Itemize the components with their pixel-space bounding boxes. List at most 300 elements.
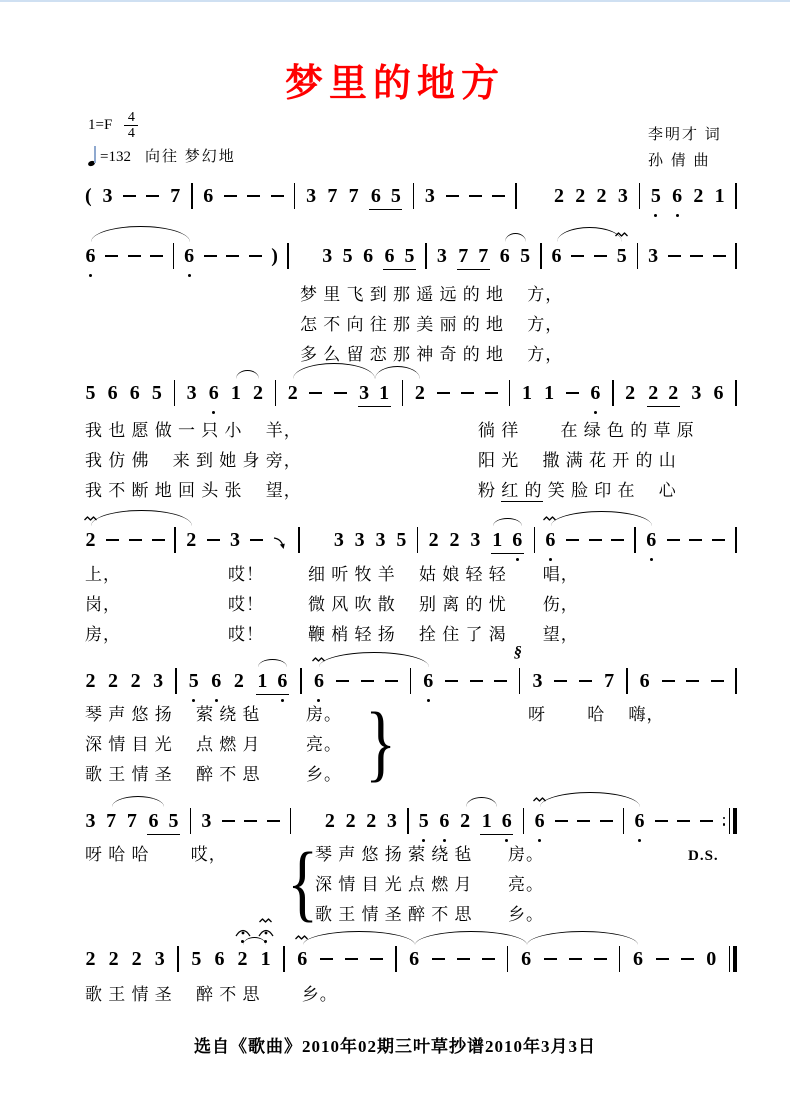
duration-dash <box>656 958 669 960</box>
beamed-note-group <box>256 668 289 695</box>
lyric-text: 呀 哈 哈 哎， <box>85 845 227 864</box>
duration-dash <box>320 958 333 960</box>
duration-dash <box>711 680 724 682</box>
note-number: 2 <box>596 185 607 207</box>
lyric-line <box>228 560 264 590</box>
duration-dash <box>700 820 713 822</box>
note-number: 2 <box>366 810 377 832</box>
note-number: 7 <box>604 670 615 692</box>
lyrics-column <box>688 840 719 871</box>
barline <box>283 946 285 972</box>
notation-line <box>0 782 790 842</box>
beamed-note-group <box>480 808 513 835</box>
note-number: 1 <box>379 381 390 404</box>
note-number: 6 <box>409 948 420 970</box>
note-number: 3 <box>230 529 241 551</box>
duration-dash <box>482 958 495 960</box>
lyric-text: 细 听 牧 羊 姑 娘 轻 轻 唱， <box>308 565 579 584</box>
note-number: 1 <box>492 528 503 551</box>
barline <box>413 183 415 209</box>
duration-dash <box>677 820 690 822</box>
duration-dash <box>690 255 703 257</box>
barline <box>402 380 404 406</box>
scan-edge-line <box>0 0 790 2</box>
notation-line <box>0 501 790 561</box>
lyric-text: 深 情 目 光 点 燃 月 <box>85 735 261 754</box>
note-number: 3 <box>359 381 370 404</box>
note-number: 6 <box>384 244 395 267</box>
note-number: 6 <box>208 380 219 406</box>
lyric-text: 深 情 目 光 点 燃 月 <box>315 875 473 894</box>
duration-dash <box>222 820 235 822</box>
note-number: 6 <box>313 668 324 694</box>
barline <box>407 808 409 834</box>
notation-token-row <box>85 808 737 834</box>
lyrics-column <box>306 700 342 790</box>
duration-dash <box>361 680 374 682</box>
note-number: 5 <box>191 948 202 970</box>
lyric-text: 呀 哈 嗨， <box>528 705 665 724</box>
brace: } <box>365 694 397 790</box>
note-number: 6 <box>646 527 657 553</box>
lyrics-column <box>508 840 544 930</box>
note-number: 3 <box>85 810 96 832</box>
duration-dash <box>105 255 118 257</box>
note-number: 6 <box>107 382 118 404</box>
expression-marking: 向往 梦幻地 <box>144 149 236 165</box>
lyric-text: 我 也 愿 做 一 只 小 羊， <box>85 421 302 440</box>
note-number: 3 <box>354 529 365 551</box>
barline <box>190 808 192 834</box>
barline <box>300 668 302 694</box>
lyrics-column <box>478 416 695 506</box>
final-barline <box>729 946 737 972</box>
note-number: 3 <box>186 382 197 404</box>
lyric-text: 歌 王 情 圣 醉 不 思 <box>315 905 473 924</box>
lyric-line <box>478 446 695 476</box>
note-number: 3 <box>333 529 344 551</box>
low-octave-dot <box>281 699 284 702</box>
lyric-text: 琴 声 悠 扬 萦 绕 毡 <box>315 845 473 864</box>
note-number: 6 <box>85 243 96 269</box>
note-number: 6 <box>512 527 523 553</box>
duration-dash <box>681 958 694 960</box>
lyric-line <box>85 700 261 730</box>
duration-dash <box>271 195 284 197</box>
barline <box>174 380 176 406</box>
barline <box>290 808 292 834</box>
duration-dash <box>571 255 584 257</box>
duration-dash <box>204 255 217 257</box>
barline <box>509 380 511 406</box>
notation-token-row <box>85 183 737 209</box>
note-number: 1 <box>260 946 271 972</box>
duration-dash <box>667 539 680 541</box>
time-signature <box>124 111 138 140</box>
note-number: 2 <box>428 529 439 551</box>
barline <box>410 668 412 694</box>
barline <box>294 183 296 209</box>
note-number: 7 <box>327 185 338 207</box>
lyric-text: 房， <box>85 625 121 644</box>
brace: { <box>287 834 319 930</box>
barline <box>287 243 289 269</box>
note-number: 2 <box>287 382 298 404</box>
lyric-line <box>85 980 338 1010</box>
slur-tie-arc <box>91 510 192 526</box>
lyrics-column <box>85 700 261 790</box>
fermata-icon <box>235 927 251 937</box>
note-number: 2 <box>324 810 335 832</box>
duration-dash <box>207 539 220 541</box>
barline <box>173 243 175 269</box>
note-number: 3 <box>470 529 481 551</box>
segno-icon: § <box>513 644 522 661</box>
barline <box>735 183 737 209</box>
beamed-note-group <box>491 527 524 554</box>
key-signature <box>88 109 236 141</box>
lyric-text: 上， <box>85 565 121 584</box>
note-number: 6 <box>148 809 159 832</box>
duration-dash <box>309 392 322 394</box>
low-octave-dot <box>650 558 653 561</box>
lyric-line <box>508 840 544 870</box>
note-number: 3 <box>532 670 543 692</box>
duration-dash <box>445 680 458 682</box>
barline <box>523 808 525 834</box>
duration-dash <box>128 255 141 257</box>
barline <box>417 527 419 553</box>
notation-line <box>0 642 790 702</box>
beamed-note-group <box>383 243 416 270</box>
note-number: 3 <box>154 948 165 970</box>
notation-token-row <box>85 380 737 406</box>
repeat-end-barline <box>723 808 737 834</box>
lyric-line <box>85 416 302 446</box>
barline <box>626 668 628 694</box>
ds-marking: D.S. <box>688 848 719 864</box>
note-number: 2 <box>668 381 679 404</box>
note-number: 2 <box>253 382 263 404</box>
low-octave-dot <box>89 274 92 277</box>
lyric-line <box>300 280 563 310</box>
duration-dash <box>370 958 383 960</box>
mordent-icon <box>258 917 273 924</box>
barline <box>534 527 536 553</box>
note-number: 2 <box>108 670 119 692</box>
barline <box>735 243 737 269</box>
duration-dash <box>146 195 159 197</box>
slur-tie-arc <box>293 363 375 379</box>
duration-dash <box>334 392 347 394</box>
lyric-line <box>308 560 579 590</box>
spacer <box>309 540 323 541</box>
lyrics-column <box>308 560 579 650</box>
barline <box>177 946 179 972</box>
duration-dash <box>555 820 568 822</box>
lyric-line <box>528 700 665 730</box>
lyric-text: 我 不 断 地 回 头 张 望， <box>85 481 302 500</box>
lyric-text: 梦 里 飞 到 那 遥 远 的 地 方， <box>300 285 564 304</box>
duration-dash <box>611 539 624 541</box>
duration-dash <box>566 392 579 394</box>
note-number: 2 <box>554 185 565 207</box>
duration-dash <box>689 539 702 541</box>
note-number: 5 <box>151 382 162 404</box>
lyrics-column <box>85 560 121 650</box>
slur-tie-arc <box>493 518 522 526</box>
duration-dash <box>494 680 507 682</box>
duration-dash <box>712 539 725 541</box>
duration-dash <box>713 255 726 257</box>
beamed-note-group <box>147 808 180 835</box>
lyrics-column <box>85 980 338 1010</box>
note-number: 1 <box>481 809 492 832</box>
lyrics-column <box>315 840 473 930</box>
note-number: 2 <box>693 185 704 207</box>
note-number: 2 <box>345 810 356 832</box>
beamed-note-group <box>457 243 490 270</box>
note-number: 6 <box>370 184 381 207</box>
note-number: 3 <box>153 670 164 692</box>
lyric-text: 歌 王 情 圣 醉 不 思 <box>85 765 261 784</box>
barline <box>191 183 193 209</box>
barline <box>612 380 614 406</box>
key-label: 1=F <box>88 116 113 133</box>
note-number: 2 <box>237 946 248 972</box>
note-number: 6 <box>634 808 645 834</box>
low-octave-dot <box>594 411 597 414</box>
duration-dash <box>566 539 579 541</box>
duration-dash <box>224 195 237 197</box>
lyric-text: 房。 <box>306 705 342 724</box>
parenthesis: ) <box>271 245 278 267</box>
note-number: 3 <box>424 185 435 207</box>
note-number: 6 <box>214 948 225 970</box>
notation-token-row <box>85 946 737 972</box>
note-number: 1 <box>257 669 268 692</box>
notation-token-row <box>85 644 737 694</box>
duration-dash <box>662 680 675 682</box>
note-number: 6 <box>297 946 308 972</box>
low-octave-dot <box>188 274 191 277</box>
note-number: 5 <box>85 382 96 404</box>
lyric-line <box>308 590 579 620</box>
note-number: 6 <box>129 382 140 404</box>
slur-tie-arc <box>112 796 164 807</box>
lyric-text: 亮。 <box>508 875 544 894</box>
slur-tie-arc <box>527 931 638 945</box>
barline <box>298 527 300 553</box>
duration-dash <box>123 195 136 197</box>
lyric-line <box>85 590 121 620</box>
duration-dash <box>589 539 602 541</box>
lyric-text: 怎 不 向 往 那 美 丽 的 地 方， <box>300 315 564 334</box>
note-number: 3 <box>201 810 212 832</box>
note-number: 3 <box>617 185 628 207</box>
lyric-text: 房。 <box>508 845 544 864</box>
duration-dash <box>432 958 445 960</box>
lyric-text: 粉 <box>478 481 502 500</box>
note-number: 6 <box>521 948 532 970</box>
barline <box>515 183 517 209</box>
note-number: 6 <box>439 808 450 834</box>
duration-dash <box>569 958 582 960</box>
barline <box>174 527 176 553</box>
note-number: 5 <box>404 244 415 267</box>
duration-dash <box>469 195 482 197</box>
note-number: 3 <box>306 185 317 207</box>
lyric-line <box>306 730 342 760</box>
duration-dash <box>150 255 163 257</box>
slur-tie-arc <box>303 931 415 945</box>
slur-tie-arc <box>540 792 640 807</box>
fermata-icon <box>258 927 274 937</box>
note-number: 2 <box>414 382 425 404</box>
duration-dash <box>129 539 142 541</box>
duration-dash <box>226 255 239 257</box>
note-number: 1 <box>230 382 241 404</box>
note-number: 6 <box>211 668 222 694</box>
duration-dash <box>249 255 262 257</box>
lyric-text: 哎！ <box>228 565 264 584</box>
spacer <box>301 821 315 822</box>
duration-dash <box>457 958 470 960</box>
spacer <box>527 196 543 197</box>
note-number: 5 <box>188 668 199 694</box>
note-number: 1 <box>544 382 555 404</box>
notation-line <box>0 920 790 980</box>
barline <box>175 668 177 694</box>
note-number: 6 <box>632 948 643 970</box>
lyric-text: 琴 声 悠 扬 萦 绕 毡 <box>85 705 261 724</box>
note-number: 7 <box>458 244 469 267</box>
barline <box>507 946 509 972</box>
note-number: 1 <box>522 382 532 404</box>
barline <box>637 243 639 269</box>
lyric-line <box>85 730 261 760</box>
note-number: 2 <box>85 527 96 553</box>
duration-dash <box>492 195 505 197</box>
duration-dash <box>267 820 280 822</box>
lyrics-column <box>228 560 264 650</box>
note-number: 5 <box>168 809 179 832</box>
note-number: 0 <box>706 948 717 970</box>
tempo-value: =132 <box>100 149 131 165</box>
note-number: 5 <box>342 245 353 267</box>
low-octave-dot <box>212 411 215 414</box>
note-number: 2 <box>130 670 141 692</box>
note-number: 6 <box>545 527 556 553</box>
duration-dash <box>446 195 459 197</box>
slur-tie-arc <box>319 652 429 667</box>
note-number: 6 <box>534 808 545 834</box>
note-number: 2 <box>648 381 659 404</box>
lyric-text: 阳 光 撒 满 花 开 的 山 <box>478 451 677 470</box>
barline <box>540 243 542 269</box>
note-number: 2 <box>131 948 142 970</box>
lyrics-column <box>85 840 227 870</box>
barline <box>735 380 737 406</box>
beamed-note-group <box>369 183 402 210</box>
page-title: 梦里的地方 <box>284 63 505 105</box>
note-number: 6 <box>590 380 601 406</box>
lyric-text: 哎！ <box>228 625 264 644</box>
duration-dash <box>247 195 260 197</box>
note-number: 2 <box>575 185 586 207</box>
note-number: 2 <box>186 529 197 551</box>
notation-line <box>0 217 790 277</box>
slur-tie-arc <box>505 233 526 242</box>
slur-tie-arc <box>375 366 420 379</box>
lyric-text: 乡。 <box>508 905 544 924</box>
note-number: 5 <box>520 245 531 267</box>
lyric-text: 哎！ <box>228 595 264 614</box>
note-number: 6 <box>551 245 562 267</box>
slur-tie-arc <box>415 931 527 945</box>
note-number: 7 <box>106 810 117 832</box>
time-numerator: 4 <box>127 109 135 125</box>
note-number: 5 <box>418 808 429 834</box>
note-number: 7 <box>348 185 359 207</box>
lyric-text: 鞭 梢 轻 扬 拴 住 了 渴 望， <box>308 625 579 644</box>
lyric-text: 我 仿 佛 来 到 她 身 旁， <box>85 451 302 470</box>
duration-dash <box>470 680 483 682</box>
barline <box>513 644 522 694</box>
barline <box>634 527 636 553</box>
lyric-text: 乡。 <box>306 765 342 784</box>
note-number: 6 <box>363 245 374 267</box>
slur-tie-arc <box>466 797 497 807</box>
lyric-line <box>508 870 544 900</box>
note-number: 5 <box>396 529 407 551</box>
lyric-text: 徜 徉 在 绿 色 的 草 原 <box>478 421 695 440</box>
lyric-line <box>478 416 695 446</box>
beamed-note-group <box>358 380 391 407</box>
duration-dash <box>655 820 668 822</box>
slur-tie-arc <box>236 370 259 379</box>
slur-tie-arc <box>258 659 287 667</box>
low-octave-dot <box>427 699 430 702</box>
note-number: 2 <box>460 810 471 832</box>
notation-line <box>0 354 790 414</box>
lyric-text: 亮。 <box>306 735 342 754</box>
note-number: 6 <box>203 185 214 207</box>
notation-token-row <box>85 527 737 553</box>
barline <box>395 946 397 972</box>
duration-dash <box>594 255 607 257</box>
duration-dash <box>244 820 257 822</box>
note-number: 3 <box>436 245 447 267</box>
composer-credit: 孙 倩 曲 <box>648 153 711 169</box>
barline <box>735 668 737 694</box>
lyricist-credit: 李明才 词 <box>648 127 722 143</box>
note-number: 3 <box>322 245 333 267</box>
note-number: 6 <box>423 668 434 694</box>
lyric-text: 红 的 <box>501 481 543 500</box>
note-number: 6 <box>277 668 288 694</box>
notation-token-row <box>85 243 737 269</box>
duration-dash <box>385 680 398 682</box>
note-number: 6 <box>639 670 650 692</box>
lyric-line <box>315 840 473 870</box>
lyrics-column <box>85 416 302 506</box>
low-octave-dot <box>638 839 641 842</box>
duration-dash <box>345 958 358 960</box>
note-number: 5 <box>390 184 401 207</box>
lyric-text: 笑 脸 印 在 心 <box>542 481 677 500</box>
parenthesis: ( <box>85 185 92 207</box>
